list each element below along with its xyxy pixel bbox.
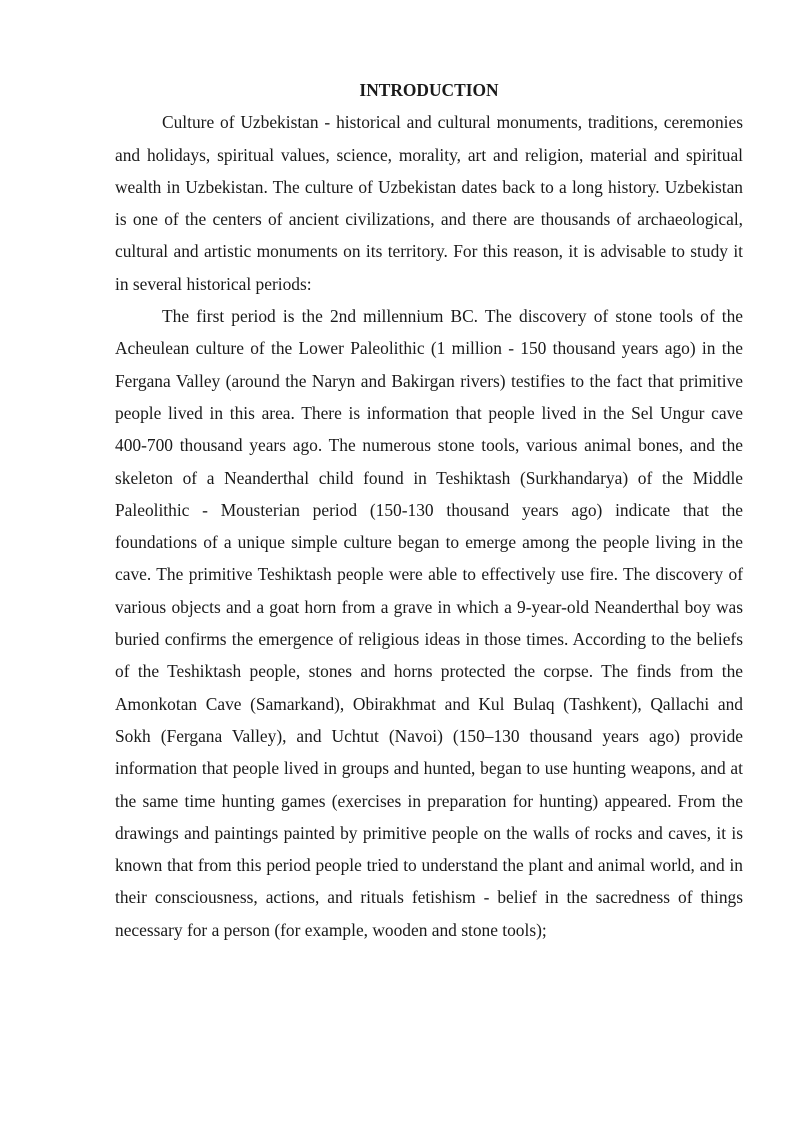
paragraph-first-period: The first period is the 2nd millennium BC. The discovery of stone tools of the Acheulean culture of the Lower Paleolithic (1 million - 150 thousand years ago) in the Fergana Valley (around the Naryn and Bakirgan rivers) testifies to the fact that primitive people lived in this area. There is information that people lived in the Sel Ungur cave 400-700 thousand years ago. The numerous stone tools, various animal bones, and the skeleton of a Neanderthal child found in Teshiktash (Surkhandarya) of the Middle Paleolithic - Mousterian period (150-130 thousand years ago) indicate that the foundations of a unique simple culture began to emerge among the people living in the cave. The primitive Teshiktash people were able to effectively use fire. The discovery of various objects and a goat horn from a grave in which a 9-year-old Neanderthal boy was buried confirms the emergence of religious ideas in those times. According to the beliefs of the Teshiktash people, stones and horns protected the corpse. The finds from the Amonkotan Cave (Samarkand), Obirakhmat and Kul Bulaq (Tashkent), Qallachi and Sokh (Fergana Valley), and Uchtut (Navoi) (150–130 thousand years ago) provide information that people lived in groups and hunted, began to use hunting weapons, and at the same time hunting games (exercises in preparation for hunting) appeared. From the drawings and paintings painted by primitive people on the walls of rocks and caves, it is known that from this period people tried to understand the plant and animal world, and in their consciousness, actions, and rituals fetishism - belief in the sacredness of things necessary for a person (for example, wooden and stone tools); (115, 306, 743, 940)
document-page (115, 74, 743, 946)
page-title: INTRODUCTION (359, 80, 499, 100)
paragraph-intro: Culture of Uzbekistan - historical and cultural monuments, traditions, ceremonies and holidays, spiritual values, science, morality, art and religion, material and spiritual wealth in Uzbekistan. The culture of Uzbekistan dates back to a long history. Uzbekistan is one of the centers of ancient civilizations, and there are thousands of archaeological, cultural and artistic monuments on its territory. For this reason, it is advisable to study it in several historical periods: (115, 112, 743, 294)
